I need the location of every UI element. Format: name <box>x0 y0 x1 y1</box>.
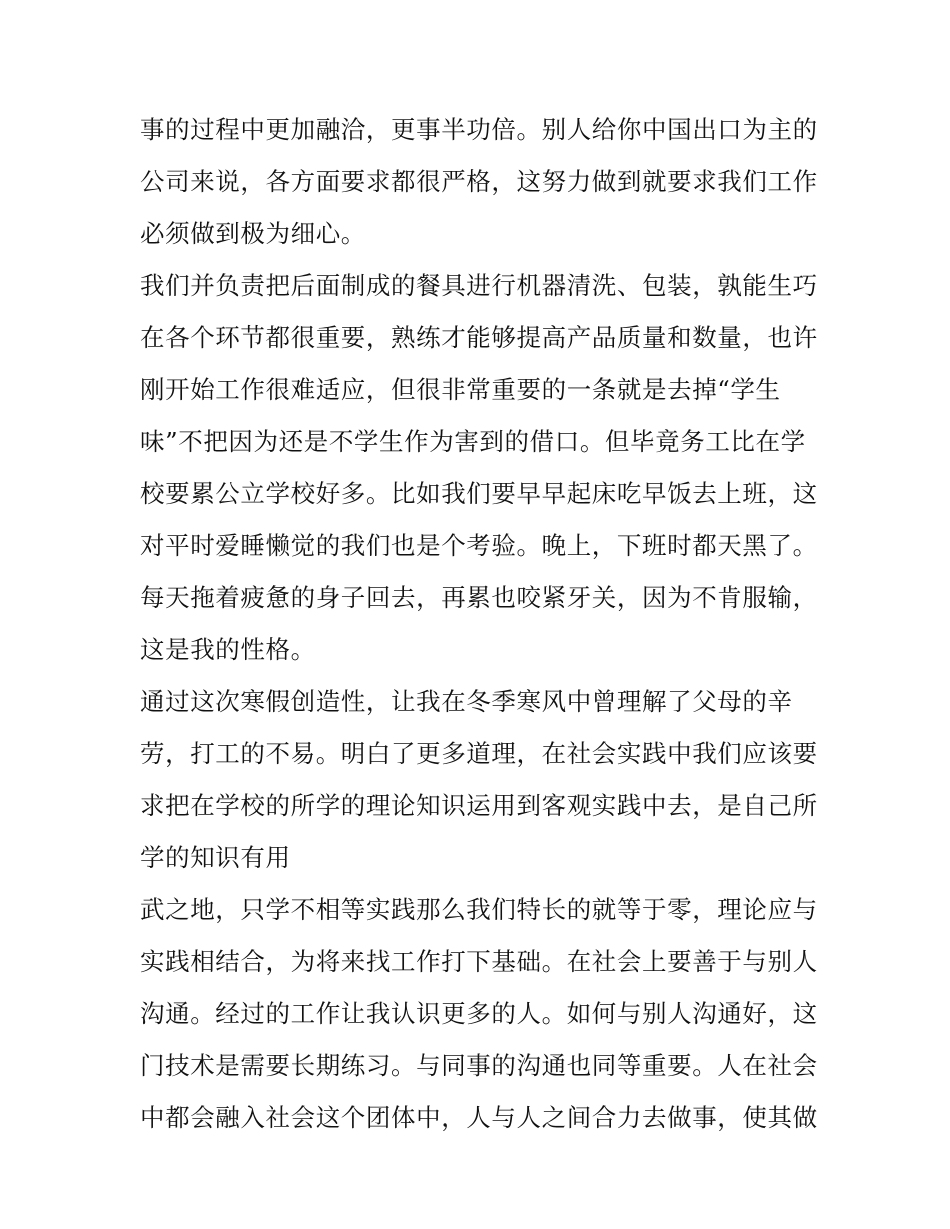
text-line-12: 通过这次寒假创造性，让我在冬季寒风中曾理解了父母的辛 <box>140 687 793 716</box>
text-line-2: 公司来说，各方面要求都很严格，这努力做到就要求我们工作 <box>140 167 818 196</box>
text-line-20: 中都会融入社会这个团体中，人与人之间合力去做事，使其做 <box>140 1103 818 1132</box>
text-line-4: 我们并负责把后面制成的餐具进行机器清洗、包装，孰能生巧 <box>140 271 818 300</box>
text-line-16: 武之地，只学不相等实践那么我们特长的就等于零，理论应与 <box>140 895 818 924</box>
text-line-8: 校要累公立学校好多。比如我们要早早起床吃早饭去上班，这 <box>140 479 818 508</box>
text-line-19: 门技术是需要长期练习。与同事的沟通也同等重要。人在社会 <box>140 1051 818 1080</box>
text-line-15: 学的知识有用 <box>140 843 291 872</box>
text-line-9: 对平时爱睡懒觉的我们也是个考验。晚上，下班时都天黑了。 <box>140 531 818 560</box>
text-line-17: 实践相结合，为将来找工作打下基础。在社会上要善于与别人 <box>140 947 818 976</box>
text-line-18: 沟通。经过的工作让我认识更多的人。如何与别人沟通好，这 <box>140 999 818 1028</box>
text-line-11: 这是我的性格。 <box>140 635 316 664</box>
text-line-5: 在各个环节都很重要，熟练才能够提高产品质量和数量，也许 <box>140 323 818 352</box>
text-line-10: 每天拖着疲惫的身子回去，再累也咬紧牙关，因为不肯服输， <box>140 583 818 612</box>
text-line-7: 味”不把因为还是不学生作为害到的借口。但毕竟务工比在学 <box>140 427 806 456</box>
text-line-1: 事的过程中更加融洽，更事半功倍。别人给你中国出口为主的 <box>140 115 818 144</box>
text-line-14: 求把在学校的所学的理论知识运用到客观实践中去，是自己所 <box>140 791 818 820</box>
text-line-3: 必须做到极为细心。 <box>140 219 366 248</box>
text-line-6: 刚开始工作很难适应，但很非常重要的一条就是去掉“学生 <box>140 375 781 404</box>
text-line-13: 劳，打工的不易。明白了更多道理，在社会实践中我们应该要 <box>140 739 818 768</box>
